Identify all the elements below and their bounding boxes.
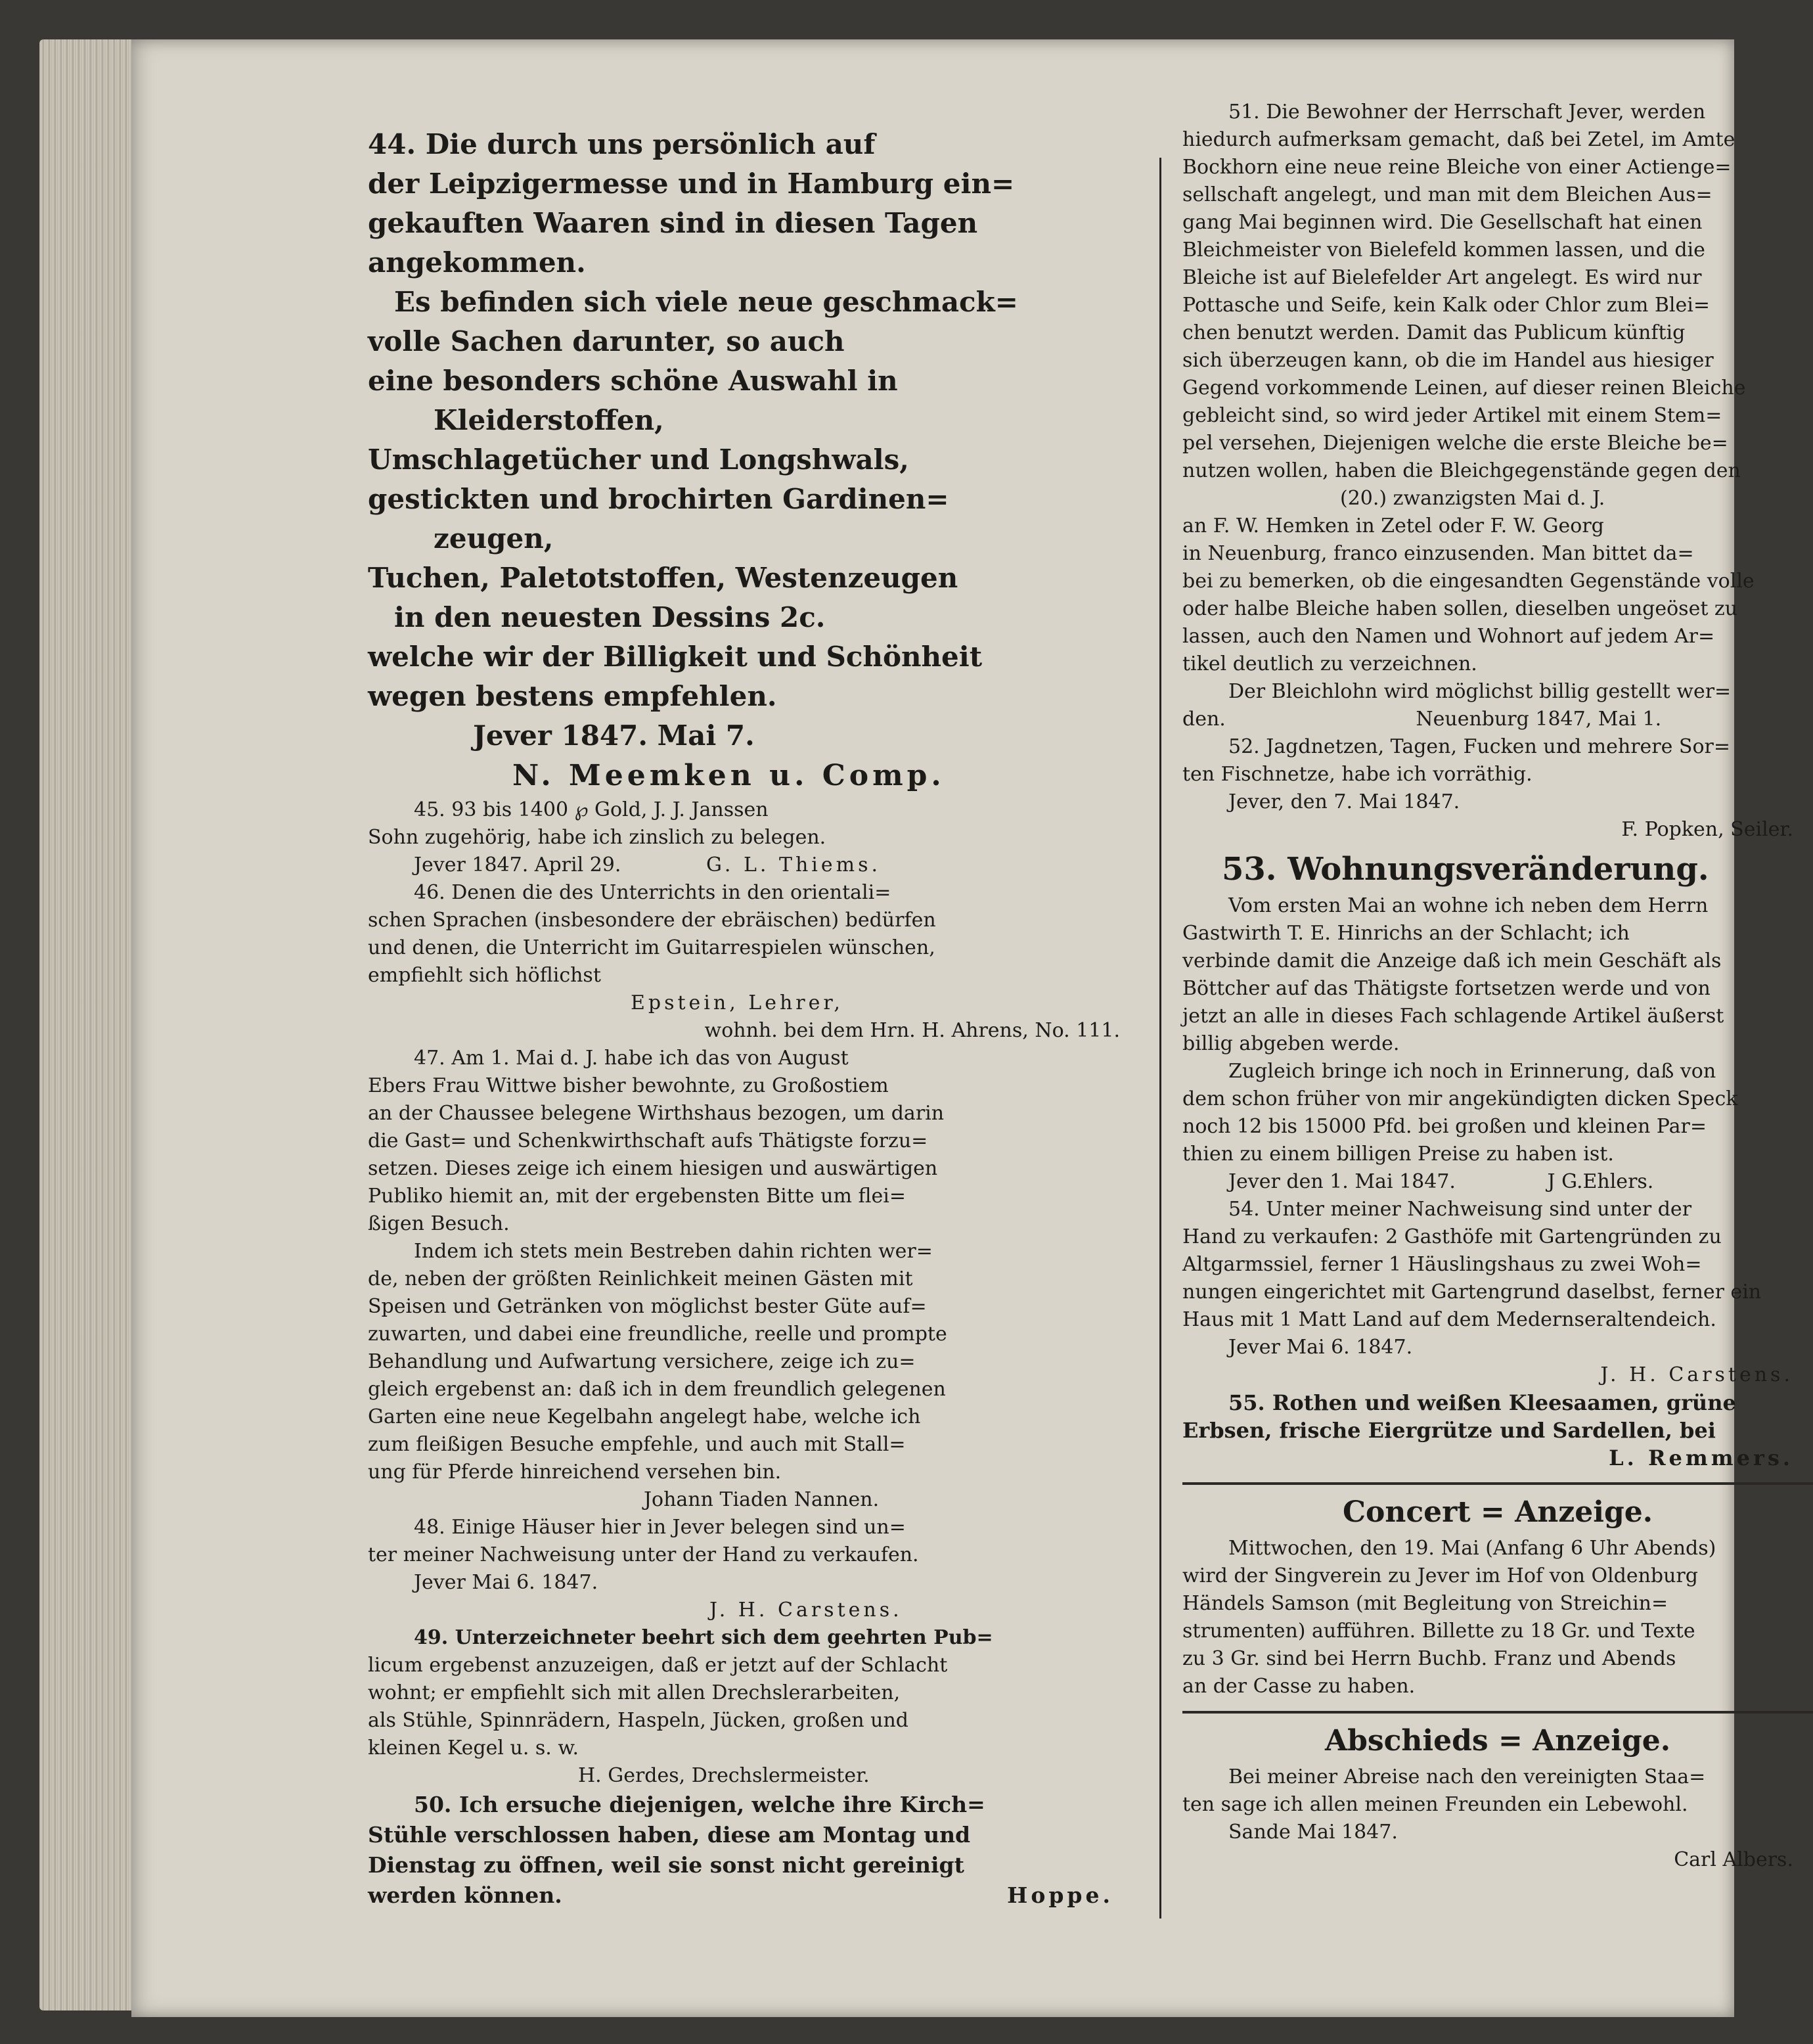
ad-44-line: zeugen, [434, 522, 554, 555]
ad-50 [368, 1790, 1140, 1911]
ad-47-line: setzen. Dieses zeige ich einem hiesigen und auswärtigen [368, 1157, 938, 1180]
ad-47-line: Publiko hiemit an, mit der ergebensten Bitte um flei= [368, 1185, 906, 1208]
column-divider [1159, 158, 1161, 1919]
ad-53-date-sig [1182, 1168, 1813, 1196]
ad-53-line: jetzt an alle in dieses Fach schlagende Artikel äußerst [1182, 1005, 1724, 1028]
ad-51-line: Gegend vorkommende Leinen, auf dieser reinen Bleiche [1182, 376, 1746, 399]
ad-46 [368, 879, 1140, 1045]
ad-54-line: 54. Unter meiner Nachweisung sind unter der [1228, 1198, 1692, 1221]
ad-51-line: sellschaft angelegt, und man mit dem Bleichen Aus= [1182, 183, 1712, 206]
ad-49-line: kleinen Kegel u. s. w. [368, 1737, 579, 1760]
ad-44-line: Umschlagetücher und Longshwals, [368, 443, 909, 476]
section-rule [1182, 1482, 1813, 1485]
farewell-sig: Carl Albers. [1674, 1848, 1793, 1871]
ad-51-line: Bleichmeister von Bielefeld kommen lassen, und die [1182, 238, 1705, 261]
ad-46-line: und denen, die Unterricht im Guitarrespielen wünschen, [368, 936, 935, 959]
concert-line: zu 3 Gr. sind bei Herrn Buchb. Franz und Abends [1182, 1647, 1676, 1670]
ad-45-date-sig [368, 852, 1140, 879]
ad-44-line: wegen bestens empfehlen. [368, 680, 777, 712]
ad-53-line: Böttcher auf das Thätigste fortsetzen werde und von [1182, 977, 1711, 1000]
ad-49-line: licum ergebenst anzuzeigen, daß er jetzt auf der Schlacht [368, 1654, 948, 1677]
ad-51-date: Neuenburg 1847, Mai 1. [1416, 708, 1662, 731]
ad-50-line: 50. Ich ersuche diejenigen, welche ihre Kirch= [414, 1792, 985, 1817]
ad-48-sig: J. H. Carstens. [709, 1599, 903, 1622]
ad-53-line: verbinde damit die Anzeige daß ich mein Geschäft als [1182, 949, 1722, 972]
ad-47-line: Speisen und Getränken von möglichst bester Güte auf= [368, 1295, 927, 1318]
ad-44-line: der Leipzigermesse und in Hamburg ein= [368, 168, 1015, 200]
ad-48-date: Jever Mai 6. 1847. [414, 1571, 598, 1594]
ad-54-line: nungen eingerichtet mit Gartengrund daselbst, ferner ein [1182, 1281, 1762, 1304]
ad-44-line: eine besonders schöne Auswahl in [368, 365, 898, 397]
ad-51-line: Der Bleichlohn wird möglichst billig gestellt wer= [1228, 680, 1732, 703]
ad-48-line: ter meiner Nachweisung unter der Hand zu verkaufen. [368, 1543, 919, 1566]
ad-47-line: die Gast= und Schenkwirthschaft aufs Thätigste forzu= [368, 1129, 928, 1152]
ad-44-line: volle Sachen darunter, so auch [368, 325, 845, 357]
farewell-date: Sande Mai 1847. [1228, 1821, 1398, 1844]
ad-53-line: billig abgeben werde. [1182, 1032, 1400, 1055]
concert-title: Concert = Anzeige. [1342, 1495, 1653, 1529]
ad-47-line: 47. Am 1. Mai d. J. habe ich das von August [414, 1047, 849, 1070]
ad-47-line: zuwarten, und dabei eine freundliche, reelle und prompte [368, 1323, 947, 1346]
ad-44-firm: N. Meemken u. Comp. [512, 759, 945, 792]
ad-44-line: Tuchen, Paletotstoffen, Westenzeugen [368, 562, 958, 594]
ad-44-line: Kleiderstoffen, [434, 404, 664, 436]
ad-51-last-line [1182, 706, 1813, 733]
ad-51-line: sich überzeugen kann, ob die im Handel aus hiesiger [1182, 349, 1714, 372]
ad-46-address: wohnh. bei dem Hrn. H. Ahrens, No. 111. [704, 1019, 1120, 1042]
ad-50-line: Stühle verschlossen haben, diese am Montag und [368, 1822, 971, 1848]
ad-50-text: werden können. [368, 1882, 562, 1908]
book-page-edges [39, 39, 145, 2010]
section-rule [1182, 1711, 1813, 1714]
ad-44 [368, 125, 1140, 796]
ad-46-line: schen Sprachen (insbesondere der ebräischen) bedürfen [368, 909, 936, 932]
ad-54-line: Haus mit 1 Matt Land auf dem Medernseraltendeich. [1182, 1308, 1716, 1331]
ad-47-line: an der Chaussee belegene Wirthshaus bezogen, um darin [368, 1102, 945, 1125]
ad-47-line: de, neben der größten Reinlichkeit meinen Gästen mit [368, 1267, 913, 1290]
ad-47-line: Behandlung und Aufwartung versichere, zeige ich zu= [368, 1350, 916, 1373]
ad-54-line: Altgarmssiel, ferner 1 Häuslingshaus zu zwei Woh= [1182, 1253, 1702, 1276]
ad-51 [1182, 99, 1813, 733]
ad-48-line: 48. Einige Häuser hier in Jever belegen sind un= [414, 1516, 906, 1539]
ad-55-line: 55. Rothen und weißen Kleesaamen, grüne [1228, 1390, 1736, 1415]
ad-51-line: an F. W. Hemken in Zetel oder F. W. Georg [1182, 514, 1604, 537]
concert-line: Mittwochen, den 19. Mai (Anfang 6 Uhr Abends) [1228, 1537, 1716, 1560]
ad-45 [368, 796, 1140, 879]
concert-announcement [1182, 1493, 1813, 1700]
right-column [1182, 99, 1813, 1874]
ad-54-line: Hand zu verkaufen: 2 Gasthöfe mit Gartengründen zu [1182, 1225, 1722, 1248]
concert-line: strumenten) aufführen. Billette zu 18 Gr. und Texte [1182, 1620, 1695, 1643]
ad-53-line: Gastwirth T. E. Hinrichs an der Schlacht; ich [1182, 922, 1630, 945]
ad-52-date: Jever, den 7. Mai 1847. [1228, 790, 1460, 813]
ad-54-date: Jever Mai 6. 1847. [1228, 1336, 1413, 1359]
ad-49-line: wohnt; er empfiehlt sich mit allen Drechslerarbeiten, [368, 1681, 901, 1704]
ad-47 [368, 1045, 1140, 1514]
ad-51-line: hiedurch aufmerksam gemacht, daß bei Zetel, im Amte [1182, 128, 1735, 151]
ad-44-line: welche wir der Billigkeit und Schönheit [368, 641, 983, 673]
ad-44-line: angekommen. [368, 246, 586, 279]
ad-44-line: Es befinden sich viele neue geschmack= [394, 286, 1018, 318]
ad-53-line: noch 12 bis 15000 Pfd. bei großen und kleinen Par= [1182, 1115, 1707, 1138]
farewell-title: Abschieds = Anzeige. [1324, 1724, 1671, 1758]
ad-55-sig: L. Remmers. [1609, 1445, 1793, 1470]
ad-47-line: zum fleißigen Besuche empfehle, und auch mit Stall= [368, 1433, 906, 1456]
ad-47-line: ung für Pferde hinreichend versehen bin. [368, 1461, 782, 1484]
ad-49-line: als Stühle, Spinnrädern, Haspeln, Jücken, großen und [368, 1709, 908, 1732]
ad-50-line: Dienstag zu öffnen, weil sie sonst nicht gereinigt [368, 1852, 964, 1878]
ad-55-line: Erbsen, frische Eiergrütze und Sardellen, bei [1182, 1418, 1716, 1443]
ad-45-date: Jever 1847. April 29. [414, 853, 621, 876]
ad-47-line: Indem ich stets mein Bestreben dahin richten wer= [414, 1240, 933, 1263]
ad-51-line: (20.) zwanzigsten Mai d. J. [1340, 487, 1605, 510]
concert-line: wird der Singverein zu Jever im Hof von Oldenburg [1182, 1564, 1698, 1587]
ad-51-line: Pottasche und Seife, kein Kalk oder Chlor zum Blei= [1182, 294, 1710, 317]
ad-53-line: Zugleich bringe ich noch in Erinnerung, daß von [1228, 1060, 1716, 1083]
ad-45-line: Sohn zugehörig, habe ich zinslich zu belegen. [368, 826, 826, 849]
ad-53-line: Vom ersten Mai an wohne ich neben dem Herrn [1228, 894, 1709, 917]
farewell-line: Bei meiner Abreise nach den vereinigten Staa= [1228, 1765, 1706, 1788]
ad-44-line: 44. Die durch uns persönlich auf [368, 128, 876, 160]
ad-54-sig: J. H. Carstens. [1600, 1363, 1793, 1386]
ad-47-line: ßigen Besuch. [368, 1212, 510, 1235]
ad-45-sig: G. L. Thiems. [705, 853, 882, 876]
ad-53-line: dem schon früher von mir angekündigten dicken Speck [1182, 1087, 1738, 1110]
newspaper-page [131, 39, 1793, 2017]
concert-line: an der Casse zu haben. [1182, 1675, 1416, 1698]
ad-53-heading: 53. Wohnungsveränderung. [1222, 851, 1709, 888]
ad-53-line: thien zu einem billigen Preise zu haben ist. [1182, 1143, 1614, 1166]
ad-51-line: 51. Die Bewohner der Herrschaft Jever, werden [1228, 101, 1706, 124]
ad-51-line: lassen, auch den Namen und Wohnort auf jedem Ar= [1182, 625, 1715, 648]
ad-47-sig: Johann Tiaden Nannen. [644, 1488, 880, 1511]
ad-50-sig: Hoppe. [1007, 1882, 1113, 1908]
ad-51-line: nutzen wollen, haben die Bleichgegenstände gegen den [1182, 459, 1741, 482]
ad-51-line: oder halbe Bleiche haben sollen, dieselben ungeöset zu [1182, 597, 1738, 620]
ad-44-line: in den neuesten Dessins 2c. [394, 601, 826, 633]
ad-51-line: Bleiche ist auf Bielefelder Art angelegt. Es wird nur [1182, 266, 1702, 289]
ad-51-line: chen benutzt werden. Damit das Publicum künftig [1182, 321, 1686, 344]
left-column [368, 125, 1140, 1911]
ad-44-line: gekauften Waaren sind in diesen Tagen [368, 207, 978, 239]
ad-51-line: gebleicht sind, so wird jeder Artikel mit einem Stem= [1182, 404, 1722, 427]
ad-52-line: 52. Jagdnetzen, Tagen, Fucken und mehrere Sor= [1228, 735, 1731, 758]
ad-51-line: gang Mai beginnen wird. Die Gesellschaft hat einen [1182, 211, 1703, 234]
ad-51-line: pel versehen, Diejenigen welche die erste Bleiche be= [1182, 432, 1728, 455]
ad-44-date: Jever 1847. Mai 7. [473, 719, 755, 752]
ad-46-line: empfiehlt sich höflichst [368, 964, 601, 987]
ad-47-line: Ebers Frau Wittwe bisher bewohnte, zu Großostiem [368, 1074, 889, 1097]
ad-51-line: tikel deutlich zu verzeichnen. [1182, 652, 1477, 675]
ad-52 [1182, 733, 1813, 844]
ad-49-sig: H. Gerdes, Drechslermeister. [578, 1764, 870, 1787]
ad-54 [1182, 1196, 1813, 1389]
ad-49 [368, 1624, 1140, 1790]
ad-48 [368, 1514, 1140, 1624]
ad-44-line: gestickten und brochirten Gardinen= [368, 483, 949, 515]
ad-55 [1182, 1389, 1813, 1472]
ad-47-line: gleich ergebenst an: daß ich in dem freundlich gelegenen [368, 1378, 946, 1401]
ad-49-line: 49. Unterzeichneter beehrt sich dem geehrten Pub= [414, 1626, 993, 1649]
ad-53-date: Jever den 1. Mai 1847. [1228, 1170, 1456, 1193]
ad-53-sig: J G.Ehlers. [1547, 1170, 1654, 1193]
ad-53 [1182, 849, 1813, 1196]
ad-51-line: in Neuenburg, franco einzusenden. Man bittet da= [1182, 542, 1694, 565]
ad-52-sig: F. Popken, Seiler. [1621, 818, 1793, 841]
ad-51-line: bei zu bemerken, ob die eingesandten Gegenstände volle [1182, 570, 1755, 593]
ad-47-line: Garten eine neue Kegelbahn angelegt habe, welche ich [368, 1405, 921, 1428]
ad-46-line: 46. Denen die des Unterrichts in den orientali= [414, 881, 891, 904]
farewell-line: ten sage ich allen meinen Freunden ein Lebewohl. [1182, 1793, 1688, 1816]
ad-52-line: ten Fischnetze, habe ich vorräthig. [1182, 763, 1533, 786]
ad-51-text: den. [1182, 708, 1226, 731]
ad-50-last-line [368, 1880, 1140, 1911]
farewell-announcement [1182, 1721, 1813, 1874]
concert-line: Händels Samson (mit Begleitung von Streichin= [1182, 1592, 1668, 1615]
ad-45-line: 45. 93 bis 1400 ℘ Gold, J. J. Janssen [414, 798, 769, 821]
ad-46-sig: Epstein, Lehrer, [631, 991, 843, 1014]
ad-51-line: Bockhorn eine neue reine Bleiche von einer Actienge= [1182, 156, 1732, 179]
